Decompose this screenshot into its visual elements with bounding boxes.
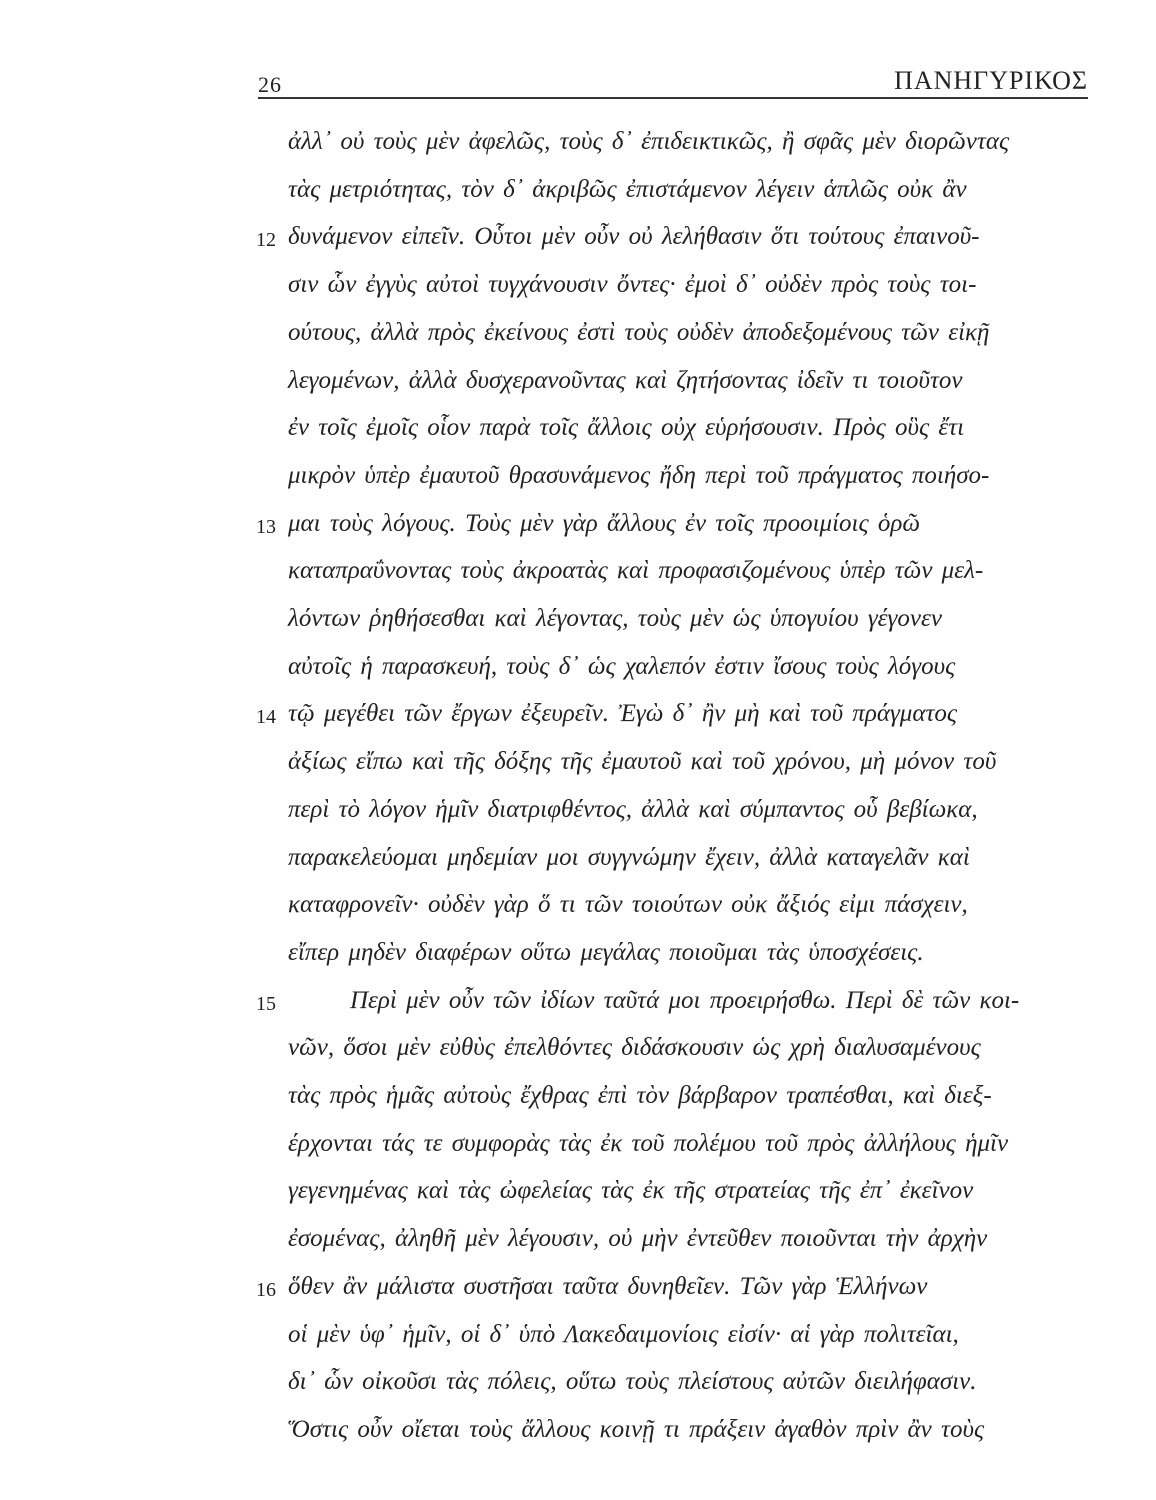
running-title: ΠΑΝΗΓΥΡΙΚΟΣ	[894, 66, 1088, 95]
text-line: δυνάμενον εἰπεῖν. Οὗτοι μὲν οὖν οὐ λελήθασιν ὅτι τούτους ἐπαινοῦ-	[288, 223, 980, 250]
page-header	[258, 60, 1088, 96]
text-line: ἀξίως εἴπω καὶ τῆς δόξης τῆς ἐμαυτοῦ καὶ τοῦ χρόνου, μὴ μόνον τοῦ	[288, 748, 997, 775]
text-line: αὐτοῖς ἡ παρασκευή, τοὺς δ᾽ ὡς χαλεπόν ἐστιν ἴσους τοὺς λόγους	[288, 653, 956, 680]
section-number: 15	[256, 993, 276, 1015]
text-line: μαι τοὺς λόγους. Τοὺς μὲν γὰρ ἄλλους ἐν τοῖς προοιμίοις ὁρῶ	[288, 510, 921, 537]
page-number: 26	[258, 72, 282, 97]
text-line: τὰς πρὸς ἡμᾶς αὐτοὺς ἔχθρας ἐπὶ τὸν βάρβαρον τραπέσθαι, καὶ διεξ-	[288, 1082, 992, 1109]
text-line: οἱ μὲν ὑφ᾽ ἡμῖν, οἱ δ᾽ ὑπὸ Λακεδαιμονίοις εἰσίν· αἱ γὰρ πολιτεῖαι,	[288, 1321, 959, 1348]
text-line: γεγενημένας καὶ τὰς ὠφελείας τὰς ἐκ τῆς στρατείας τῆς ἐπ᾽ ἐκεῖνον	[288, 1177, 974, 1204]
text-line: σιν ὧν ἐγγὺς αὐτοὶ τυγχάνουσιν ὄντες· ἐμοὶ δ᾽ οὐδὲν πρὸς τοὺς τοι-	[288, 271, 977, 298]
text-line: ἐσομένας, ἀληθῆ μὲν λέγουσιν, οὐ μὴν ἐντεῦθεν ποιοῦνται τὴν ἀρχὴν	[288, 1225, 988, 1252]
text-line: περὶ τὸ λόγον ἡμῖν διατριφθέντος, ἀλλὰ καὶ σύμπαντος οὗ βεβίωκα,	[288, 796, 978, 823]
section-number: 16	[256, 1279, 276, 1301]
text-line: λόντων ῥηθήσεσθαι καὶ λέγοντας, τοὺς μὲν ὡς ὑπογυίου γέγονεν	[288, 605, 942, 632]
text-line: ἐν τοῖς ἐμοῖς οἷον παρὰ τοῖς ἄλλοις οὐχ εὑρήσουσιν. Πρὸς οὓς ἔτι	[288, 414, 965, 441]
text-line: ὅθεν ἂν μάλιστα συστῆσαι ταῦτα δυνηθεῖεν. Τῶν γὰρ Ἑλλήνων	[288, 1273, 928, 1300]
text-line: δι᾽ ὧν οἰκοῦσι τὰς πόλεις, οὕτω τοὺς πλείστους αὐτῶν διειλήφασιν.	[288, 1368, 977, 1395]
text-line: καταφρονεῖν· οὐδὲν γὰρ ὅ τι τῶν τοιούτων οὐκ ἄξιός εἰμι πάσχειν,	[288, 891, 968, 918]
text-line: ούτους, ἀλλὰ πρὸς ἐκείνους ἐστὶ τοὺς οὐδὲν ἀποδεξομένους τῶν εἰκῇ	[288, 319, 990, 346]
text-line: τῷ μεγέθει τῶν ἔργων ἐξευρεῖν. Ἐγὼ δ᾽ ἢν μὴ καὶ τοῦ πράγματος	[288, 700, 958, 727]
section-number: 14	[256, 706, 276, 728]
text-line: έρχονται τάς τε συμφορὰς τὰς ἐκ τοῦ πολέμου τοῦ πρὸς ἀλλήλους ἡμῖν	[288, 1130, 1009, 1157]
text-line: μικρὸν ὑπὲρ ἐμαυτοῦ θρασυνάμενος ἤδη περὶ τοῦ πράγματος ποιήσο-	[288, 462, 990, 489]
text-line: τὰς μετριότητας, τὸν δ᾽ ἀκριβῶς ἐπιστάμενον λέγειν ἁπλῶς οὐκ ἂν	[288, 176, 967, 203]
header-divider	[258, 97, 1088, 99]
text-line: παρακελεύομαι μηδεμίαν μοι συγγνώμην ἔχειν, ἀλλὰ καταγελᾶν καὶ	[288, 844, 970, 871]
text-line: ἀλλ᾽ οὐ τοὺς μὲν ἀφελῶς, τοὺς δ᾽ ἐπιδεικτικῶς, ἢ σφᾶς μὲν διορῶντας	[288, 128, 1010, 155]
text-line: εἴπερ μηδὲν διαφέρων οὕτω μεγάλας ποιοῦμαι τὰς ὑποσχέσεις.	[288, 939, 924, 966]
text-line: λεγομένων, ἀλλὰ δυσχερανοῦντας καὶ ζητήσοντας ἰδεῖν τι τοιοῦτον	[288, 367, 963, 394]
text-line: Περὶ μὲν οὖν τῶν ἰδίων ταῦτά μοι προειρήσθω. Περὶ δὲ τῶν κοι-	[350, 987, 1020, 1014]
text-line: νῶν, ὅσοι μὲν εὐθὺς ἐπελθόντες διδάσκουσιν ὡς χρὴ διαλυσαμένους	[288, 1034, 981, 1061]
text-line: Ὅστις οὖν οἴεται τοὺς ἄλλους κοινῇ τι πράξειν ἀγαθὸν πρὶν ἂν τοὺς	[288, 1416, 985, 1443]
text-line: καταπραΰνοντας τοὺς ἀκροατὰς καὶ προφασιζομένους ὑπὲρ τῶν μελ-	[288, 557, 984, 584]
section-number: 12	[256, 229, 276, 251]
section-number: 13	[256, 516, 276, 538]
